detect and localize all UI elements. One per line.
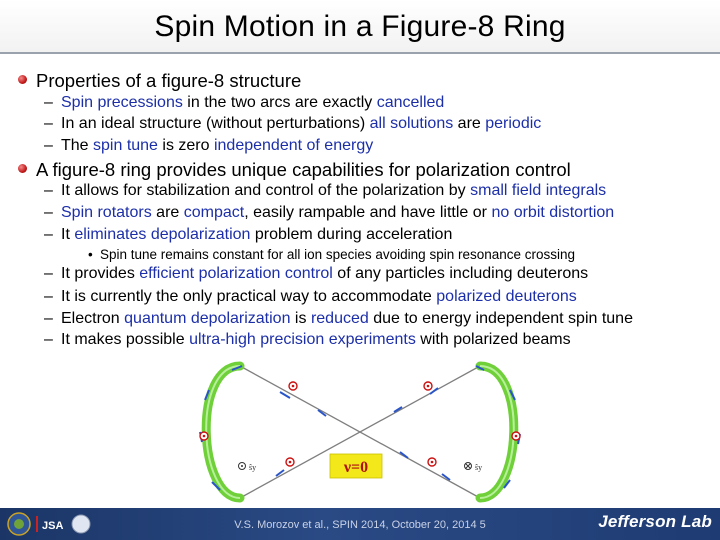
bullet-text: A figure-8 ring provides unique capabilities for polarization control	[36, 159, 571, 180]
text-segment: It allows for stabilization and control of the polarization by	[61, 182, 471, 199]
text-segment: It provides	[61, 265, 140, 282]
footer-citation: V.S. Morozov et al., SPIN 2014, October 20, 2014 5	[234, 519, 486, 531]
slide-title: Spin Motion in a Figure-8 Ring	[154, 10, 566, 43]
left-arc	[206, 366, 240, 498]
text-segment: The	[61, 137, 94, 154]
sy-label-left: ŝy	[249, 463, 257, 472]
sub-bullet-text	[61, 94, 444, 112]
jsa-logo-text: JSA	[42, 520, 64, 532]
highlighted-term: cancelled	[376, 94, 445, 111]
text-segment: in the two arcs are exactly	[182, 94, 377, 111]
text-segment: are	[151, 204, 184, 221]
sub-sub-bullet-text: Spin tune remains constant for all ion species avoiding spin resonance crossing	[100, 247, 576, 262]
sub-bullet-text	[61, 226, 452, 244]
text-segment: , easily rampable and have little or	[244, 204, 492, 221]
highlighted-term: no orbit distortion	[491, 204, 615, 221]
highlighted-term: all solutions	[369, 115, 454, 132]
text-segment: is	[290, 310, 311, 327]
text-segment: In an ideal structure (without perturbations)	[61, 115, 370, 132]
sub-bullet-text	[61, 137, 373, 155]
field-marker-centers	[203, 385, 518, 464]
text-segment: of any particles including deuterons	[332, 265, 589, 282]
right-arc	[480, 366, 514, 498]
text-segment: Electron	[61, 310, 125, 327]
highlighted-term: Spin precessions	[61, 94, 183, 111]
text-segment: It	[61, 226, 75, 243]
sub-bullet-text	[61, 288, 577, 306]
highlighted-term: eliminates depolarization	[74, 226, 251, 243]
highlighted-term: Spin rotators	[61, 204, 152, 221]
jefferson-lab-logo: Jefferson Lab	[598, 512, 712, 531]
bullet-dot-icon	[18, 164, 27, 173]
field-markers	[200, 382, 520, 466]
text-segment: with polarized beams	[415, 331, 571, 348]
sub-bullet-text	[61, 265, 588, 283]
sub-bullet-text	[61, 204, 614, 222]
bullet-text: Properties of a figure-8 structure	[36, 70, 302, 91]
nu-zero-label: ν=0	[343, 459, 369, 476]
text-segment: due to energy independent spin tune	[368, 310, 633, 327]
highlighted-term: periodic	[485, 115, 542, 132]
highlighted-term: compact	[183, 204, 245, 221]
figure-8-ring-diagram	[180, 352, 540, 512]
highlighted-term: efficient polarization control	[139, 265, 333, 282]
bullet-dot-icon	[18, 75, 27, 84]
sub-bullet-text	[61, 115, 541, 133]
highlighted-term: small field integrals	[470, 182, 607, 199]
sub-bullet-text	[61, 331, 571, 349]
sub-bullet-text	[61, 310, 633, 328]
text-segment: are	[453, 115, 486, 132]
text-segment: It makes possible	[61, 331, 190, 348]
highlighted-term: quantum depolarization	[124, 310, 291, 327]
sub-bullet-text	[61, 182, 606, 200]
highlighted-term: polarized deuterons	[436, 288, 577, 305]
highlighted-term: spin tune	[93, 137, 158, 154]
title-bar	[0, 0, 720, 54]
text-segment: It is currently the only practical way to accommodate	[61, 288, 437, 305]
text-segment: is zero	[157, 137, 214, 154]
highlighted-term: independent of energy	[213, 137, 374, 154]
highlighted-term: reduced	[310, 310, 369, 327]
highlighted-term: ultra-high precision experiments	[189, 331, 416, 348]
text-segment: problem during acceleration	[250, 226, 453, 243]
sy-label-right: ŝy	[475, 463, 483, 472]
